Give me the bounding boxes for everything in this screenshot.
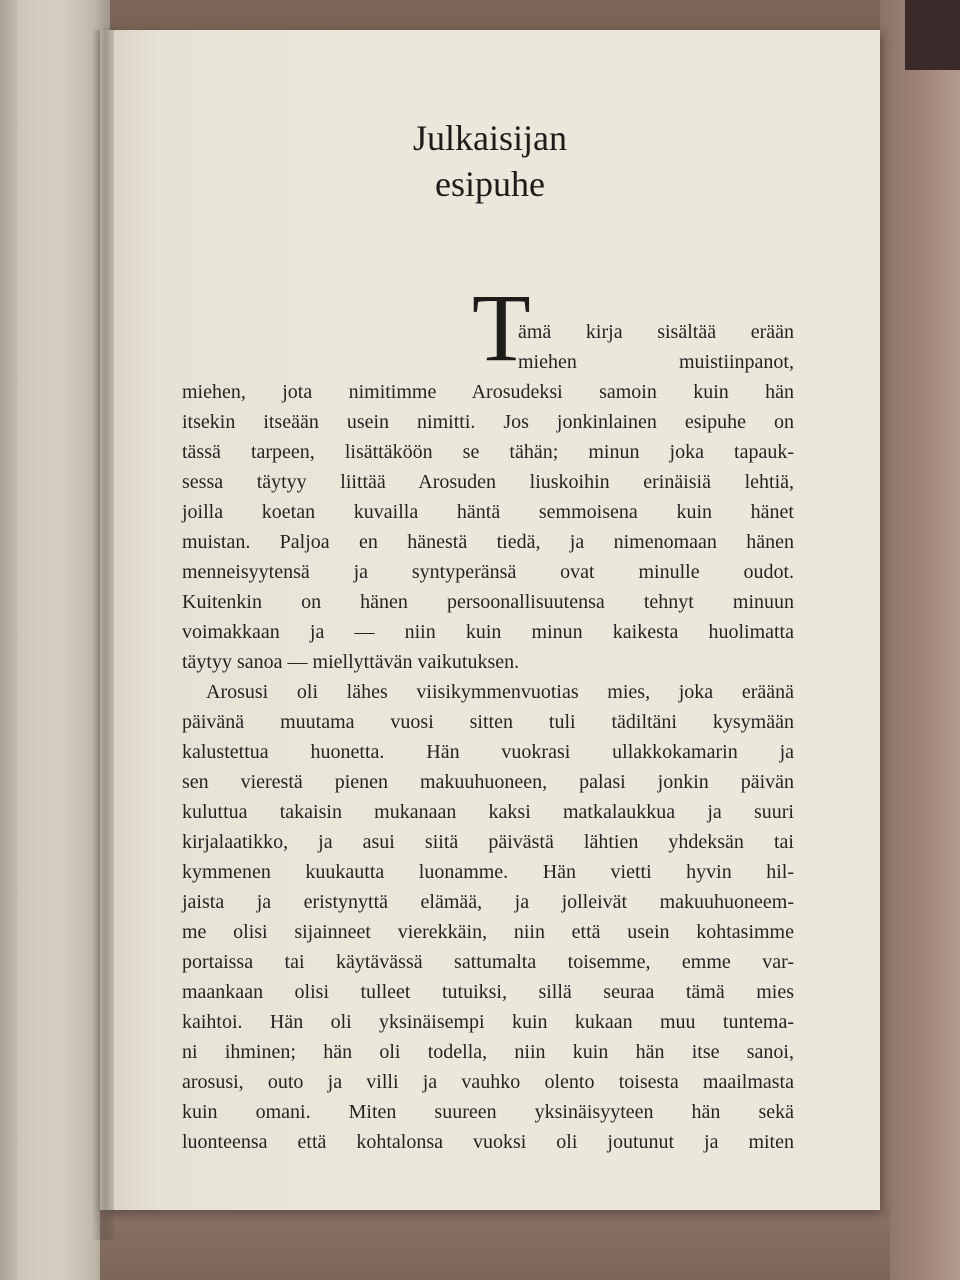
text-line: miehen muistiinpanot, — [518, 351, 794, 373]
text-line: voimakkaan ja — niin kuin minun kaikesta huolimatta — [182, 621, 794, 643]
book-page — [100, 30, 880, 1210]
text-line: kymmenen kuukautta luonamme. Hän vietti hyvin hil- — [182, 861, 794, 883]
text-line: kuluttua takaisin mukanaan kaksi matkalaukkua ja suuri — [182, 801, 794, 823]
chapter-title — [100, 115, 880, 207]
text-line: kuin omani. Miten suureen yksinäisyyteen hän sekä — [182, 1101, 794, 1123]
text-line: sessa täytyy liittää Arosuden liuskoihin erinäisiä lehtiä, — [182, 471, 794, 493]
background-right — [880, 0, 960, 1280]
page-edge-left — [0, 0, 18, 1280]
text-line: sen vierestä pienen makuuhuoneen, palasi jonkin päivän — [182, 771, 794, 793]
text-line: ämä kirja sisältää erään — [518, 321, 794, 343]
text-line: Kuitenkin on hänen persoonallisuutensa tehnyt minuun — [182, 591, 794, 613]
text-line: portaissa tai käytävässä sattumalta toisemme, emme var- — [182, 951, 794, 973]
chapter-title-line-1: Julkaisijan — [413, 118, 567, 158]
text-line: miehen, jota nimitimme Arosudeksi samoin kuin hän — [182, 381, 794, 403]
background-corner — [905, 0, 960, 70]
text-line: kalustettua huonetta. Hän vuokrasi ullakkokamarin ja — [182, 741, 794, 763]
text-line: tässä tarpeen, lisättäköön se tähän; minun joka tapauk- — [182, 441, 794, 463]
text-line: jaista ja eristynyttä elämää, ja jolleivät makuuhuoneem- — [182, 891, 794, 913]
text-line: kaihtoi. Hän oli yksinäisempi kuin kukaan muu tuntema- — [182, 1011, 794, 1033]
text-line: Arosusi oli lähes viisikymmenvuotias mies, joka eräänä — [206, 681, 794, 703]
text-line: luonteensa että kohtalonsa vuoksi oli joutunut ja miten — [182, 1131, 794, 1153]
text-line: muistan. Paljoa en hänestä tiedä, ja nimenomaan hänen — [182, 531, 794, 553]
text-line: menneisyytensä ja syntyperänsä ovat minulle oudot. — [182, 561, 794, 583]
page-gutter-shadow — [92, 30, 114, 1240]
text-line: kirjalaatikko, ja asui siitä päivästä lähtien yhdeksän tai — [182, 831, 794, 853]
drop-cap: T — [472, 274, 531, 381]
text-line: itsekin itseään usein nimitti. Jos jonkinlainen esipuhe on — [182, 411, 794, 433]
chapter-title-line-2: esipuhe — [435, 164, 545, 204]
text-line: maankaan olisi tulleet tutuiksi, sillä seuraa tämä mies — [182, 981, 794, 1003]
text-line: täytyy sanoa — miellyttävän vaikutuksen. — [182, 651, 520, 673]
background-bottom — [100, 1205, 890, 1280]
text-line: ni ihminen; hän oli todella, niin kuin hän itse sanoi, — [182, 1041, 794, 1063]
text-line: joilla koetan kuvailla häntä semmoisena kuin hänet — [182, 501, 794, 523]
text-line: päivänä muutama vuosi sitten tuli tädiltäni kysymään — [182, 711, 794, 733]
text-line: me olisi sijainneet vierekkäin, niin että usein kohtasimme — [182, 921, 794, 943]
text-line: arosusi, outo ja villi ja vauhko olento toisesta maailmasta — [182, 1071, 794, 1093]
